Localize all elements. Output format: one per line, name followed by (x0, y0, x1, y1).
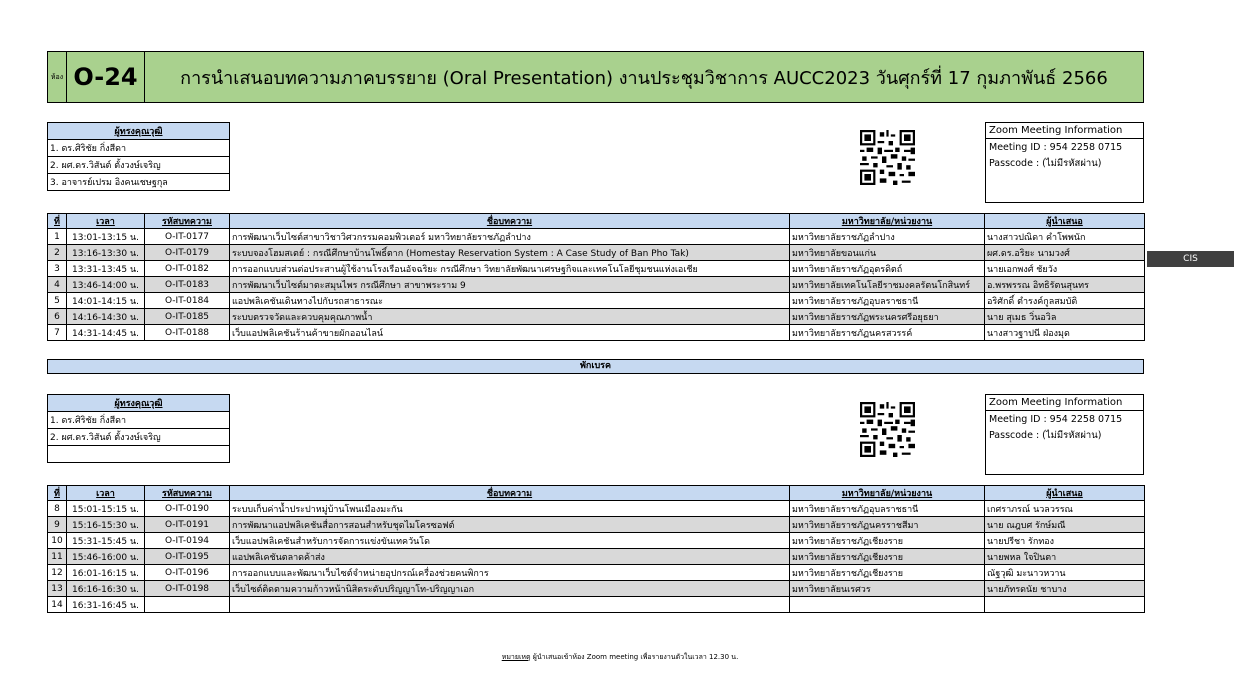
table-cell: มหาวิทยาลัยราชภัฏเชียงราย (790, 549, 985, 565)
table-cell: อ.พรพรรณ อิทธิรัตนสุนทร (985, 277, 1145, 293)
table-cell: มหาวิทยาลัยนเรศวร (790, 581, 985, 597)
table-cell: แอปพลิเคชันตลาดค้าส่ง (230, 549, 790, 565)
table-cell: นายเอกพงศ์ ชัยวัง (985, 261, 1145, 277)
table-cell (230, 597, 790, 613)
table-cell: ณัฐวุฒิ มะนาวหวาน (985, 565, 1145, 581)
table-cell: มหาวิทยาลัยราชภัฏอุบลราชธานี (790, 293, 985, 309)
table-cell: 13:46-14:00 น. (67, 277, 145, 293)
col-header: เวลา (67, 486, 145, 501)
table-cell: ผศ.ดร.อริยะ นามวงศ์ (985, 245, 1145, 261)
table-row (48, 325, 1145, 341)
table-row (48, 549, 1145, 565)
table-row (48, 245, 1145, 261)
table-cell: เว็บไซต์ติดตามความก้าวหน้านิสิตระดับปริญญาโท-ปริญญาเอก (230, 581, 790, 597)
col-header: ที่ (48, 214, 67, 229)
table-cell (145, 597, 230, 613)
col-header: ผู้นำเสนอ (985, 486, 1145, 501)
table-cell: เว็บแอปพลิเคชันสำหรับการจัดการแข่งขันเทควันโด (230, 533, 790, 549)
table-cell: มหาวิทยาลัยราชภัฏนครราชสีมา (790, 517, 985, 533)
table-cell: นายพหล ใจปินตา (985, 549, 1145, 565)
table-cell: มหาวิทยาลัยราชภัฏนครสวรรค์ (790, 325, 985, 341)
room-code: O-24 (67, 52, 145, 102)
table-row (48, 277, 1145, 293)
table-cell: นายปรีชา รักทอง (985, 533, 1145, 549)
zoom-meeting-id: Meeting ID : 954 2258 0715 (989, 142, 1123, 153)
table-cell: 13 (48, 581, 67, 597)
table-cell: O-IT-0198 (145, 581, 230, 597)
table-cell: การออกแบบและพัฒนาเว็บไซต์จำหน่ายอุปกรณ์เครื่องช่วยคนพิการ (230, 565, 790, 581)
table-cell: 14:31-14:45 น. (67, 325, 145, 341)
table-cell: O-IT-0191 (145, 517, 230, 533)
table-cell (985, 597, 1145, 613)
table-cell: 8 (48, 501, 67, 517)
table-cell: O-IT-0177 (145, 229, 230, 245)
table-cell: 6 (48, 309, 67, 325)
table-cell: 2 (48, 245, 67, 261)
table-cell: มหาวิทยาลัยราชภัฏเชียงราย (790, 533, 985, 549)
table-cell: 14:01-14:15 น. (67, 293, 145, 309)
qualified-item: 1. ดร.ศิริชัย กิ่งสีดา (48, 140, 230, 157)
qr-code-icon (860, 402, 915, 457)
table-row (48, 517, 1145, 533)
qualified-header: ผู้ทรงคุณวุฒิ (48, 395, 230, 412)
note-text: ผู้นำเสนอเข้าห้อง Zoom meeting เพื่อรายงานตัวในเวลา 12.30 น. (530, 653, 739, 661)
col-header: มหาวิทยาลัย/หน่วยงาน (790, 486, 985, 501)
table-row (48, 261, 1145, 277)
table-cell: การพัฒนาแอปพลิเคชันสื่อการสอนสำหรับชุดไมโครซอฟต์ (230, 517, 790, 533)
table-cell: 9 (48, 517, 67, 533)
schedule-table-1 (47, 213, 1145, 341)
zoom-meeting-id: Meeting ID : 954 2258 0715 (989, 414, 1123, 425)
col-header: ชื่อบทความ (230, 214, 790, 229)
table-cell: 5 (48, 293, 67, 309)
table-row (48, 309, 1145, 325)
col-header: รหัสบทความ (145, 486, 230, 501)
table-cell: 10 (48, 533, 67, 549)
table-cell: 4 (48, 277, 67, 293)
table-cell: มหาวิทยาลัยราชภัฏเชียงราย (790, 565, 985, 581)
qualified-item (48, 446, 230, 463)
table-cell: การออกแบบส่วนต่อประสานผู้ใช้งานโรงเรือนอัจฉริยะ กรณีศึกษา วิทยาลัยพัฒนาเศรษฐกิจและเทคโนโลยีชุมชนแห่งเอเชีย (230, 261, 790, 277)
table-cell: แอปพลิเคชันเดินทางไปกับรถสาธารณะ (230, 293, 790, 309)
table-cell: O-IT-0185 (145, 309, 230, 325)
zoom-passcode: Passcode : (ไม่มีรหัสผ่าน) (989, 430, 1102, 441)
table-row (48, 533, 1145, 549)
page-title: การนำเสนอบทความภาคบรรยาย (Oral Presentation) งานประชุมวิชาการ AUCC2023 วันศุกร์ที่ 17 กุมภาพันธ์ 2566 (180, 67, 1108, 89)
table-cell: O-IT-0183 (145, 277, 230, 293)
table-cell: นางสาวฐาปนี ฝ่องมุด (985, 325, 1145, 341)
schedule-table-2 (47, 485, 1145, 613)
zoom-title: Zoom Meeting Information (986, 395, 1143, 411)
qualified-item: 2. ผศ.ดร.วิสันต์ ตั้งวงษ์เจริญ (48, 157, 230, 174)
table-cell: การพัฒนาเว็บไซต์สาขาวิชาวิศวกรรมคอมพิวเตอร์ มหาวิทยาลัยราชภัฏลำปาง (230, 229, 790, 245)
table-cell: 13:01-13:15 น. (67, 229, 145, 245)
zoom-passcode: Passcode : (ไม่มีรหัสผ่าน) (989, 158, 1102, 169)
table-cell: O-IT-0179 (145, 245, 230, 261)
zoom-info-box-2 (985, 394, 1144, 475)
table-cell: O-IT-0188 (145, 325, 230, 341)
table-cell: อริศักดิ์ ตำรงค์กูลสมบัติ (985, 293, 1145, 309)
table-cell: 14:16-14:30 น. (67, 309, 145, 325)
table-cell: O-IT-0182 (145, 261, 230, 277)
table-row (48, 229, 1145, 245)
table-cell: O-IT-0184 (145, 293, 230, 309)
table-cell: ระบบจองโฮมสเตย์ : กรณีศึกษาบ้านโพธิ์ตาก (Homestay Reservation System : A Case Study of Ban Pho Tak) (230, 245, 790, 261)
qualified-header: ผู้ทรงคุณวุฒิ (48, 123, 230, 140)
qualified-table-1 (47, 122, 230, 191)
table-cell: 3 (48, 261, 67, 277)
qualified-item: 1. ดร.ศิริชัย กิ่งสีดา (48, 412, 230, 429)
table-row (48, 597, 1145, 613)
table-cell: 15:16-15:30 น. (67, 517, 145, 533)
table-cell: การพัฒนาเว็บไซต์มาตะสมุนไพร กรณีศึกษา สาขาพระราม 9 (230, 277, 790, 293)
cis-label: CIS (1147, 251, 1234, 267)
qualified-table-2 (47, 394, 230, 463)
table-cell: 16:01-16:15 น. (67, 565, 145, 581)
table-cell: มหาวิทยาลัยเทคโนโลยีราชมงคลรัตนโกสินทร์ (790, 277, 985, 293)
table-cell: 11 (48, 549, 67, 565)
qualified-item: 3. อาจารย์เปรม อิงคนเชษฐกุล (48, 174, 230, 191)
table-cell: นางสาวปณิดา คำโพพนัก (985, 229, 1145, 245)
table-cell: 7 (48, 325, 67, 341)
table-cell: เกศราภรณ์ นวลวรรณ (985, 501, 1145, 517)
table-cell: มหาวิทยาลัยราชภัฏพระนครศรีอยุธยา (790, 309, 985, 325)
table-cell (790, 597, 985, 613)
col-header: ที่ (48, 486, 67, 501)
qr-code-icon (860, 130, 915, 185)
table-cell: 13:16-13:30 น. (67, 245, 145, 261)
table-cell: 1 (48, 229, 67, 245)
table-row (48, 501, 1145, 517)
table-row (48, 293, 1145, 309)
col-header: มหาวิทยาลัย/หน่วยงาน (790, 214, 985, 229)
col-header: เวลา (67, 214, 145, 229)
table-cell: 15:01-15:15 น. (67, 501, 145, 517)
table-cell: 16:16-16:30 น. (67, 581, 145, 597)
table-cell: นาย สุเมธ วิ่นอวิล (985, 309, 1145, 325)
break-row: พักเบรค (47, 359, 1144, 374)
table-row (48, 581, 1145, 597)
zoom-info-box-1 (985, 122, 1144, 203)
table-cell: 14 (48, 597, 67, 613)
zoom-title: Zoom Meeting Information (986, 123, 1143, 139)
table-cell: 16:31-16:45 น. (67, 597, 145, 613)
table-cell: 12 (48, 565, 67, 581)
table-cell: มหาวิทยาลัยราชภัฏลำปาง (790, 229, 985, 245)
table-cell: มหาวิทยาลัยขอนแก่น (790, 245, 985, 261)
table-cell: นายภัทรดนัย ชาบาง (985, 581, 1145, 597)
table-cell: O-IT-0194 (145, 533, 230, 549)
room-label: ห้อง (48, 52, 67, 102)
table-cell: มหาวิทยาลัยราชภัฏอุตรดิตถ์ (790, 261, 985, 277)
table-cell: เว็บแอปพลิเคชันร้านค้าขายผักออนไลน์ (230, 325, 790, 341)
qualified-item: 2. ผศ.ดร.วิสันต์ ตั้งวงษ์เจริญ (48, 429, 230, 446)
table-row (48, 565, 1145, 581)
col-header: ชื่อบทความ (230, 486, 790, 501)
table-cell: ระบบเก็บค่าน้ำประปาหมู่บ้านโพนเมืองมะกัน (230, 501, 790, 517)
col-header: รหัสบทความ (145, 214, 230, 229)
table-cell: 13:31-13:45 น. (67, 261, 145, 277)
col-header: ผู้นำเสนอ (985, 214, 1145, 229)
table-cell: ระบบตรวจวัดและควบคุมคุณภาพน้ำ (230, 309, 790, 325)
table-cell: นาย ณฎบศ รักษ์มณี (985, 517, 1145, 533)
table-cell: 15:46-16:00 น. (67, 549, 145, 565)
table-cell: O-IT-0190 (145, 501, 230, 517)
table-cell: 15:31-15:45 น. (67, 533, 145, 549)
table-cell: O-IT-0195 (145, 549, 230, 565)
table-cell: O-IT-0196 (145, 565, 230, 581)
table-cell: มหาวิทยาลัยราชภัฏอุบลราชธานี (790, 501, 985, 517)
note-label: หมายเหตุ (501, 653, 531, 661)
footer-note (0, 652, 1240, 663)
page-header (47, 51, 1144, 103)
